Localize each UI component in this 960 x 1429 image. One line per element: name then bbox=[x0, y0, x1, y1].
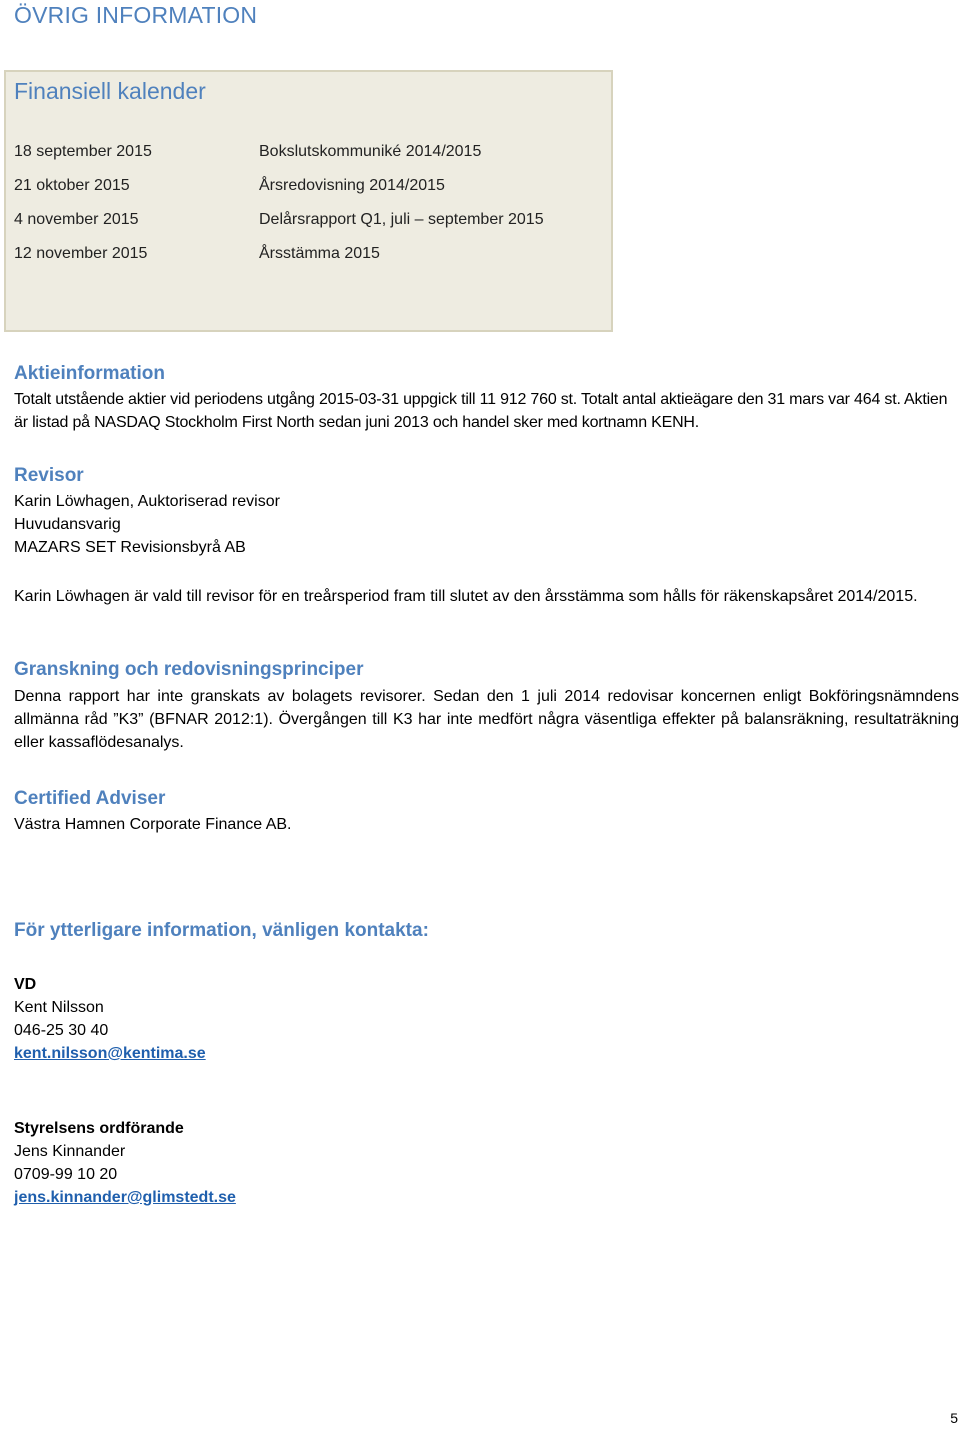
calendar-date: 12 november 2015 bbox=[14, 245, 148, 262]
page-number: 5 bbox=[950, 1410, 958, 1426]
contact-email-link[interactable]: jens.kinnander@glimstedt.se bbox=[14, 1189, 236, 1206]
contact-role: VD bbox=[14, 976, 37, 993]
revisor-name: Karin Löwhagen, Auktoriserad revisor bbox=[14, 493, 280, 510]
calendar-date: 4 november 2015 bbox=[14, 211, 139, 228]
certified-adviser-heading: Certified Adviser bbox=[14, 788, 166, 809]
certified-adviser-name: Västra Hamnen Corporate Finance AB. bbox=[14, 816, 292, 833]
contact-email-link[interactable]: kent.nilsson@kentima.se bbox=[14, 1045, 206, 1062]
revisor-text: Karin Löwhagen är vald till revisor för en treårsperiod fram till slutet av den årsstämma som hålls för räkenskapsåret 2014/2015. bbox=[14, 588, 918, 605]
financial-calendar-box bbox=[4, 70, 613, 332]
revisor-role: Huvudansvarig bbox=[14, 516, 121, 533]
contact-role: Styrelsens ordförande bbox=[14, 1120, 184, 1137]
revisor-heading: Revisor bbox=[14, 465, 84, 486]
calendar-event: Delårsrapport Q1, juli – september 2015 bbox=[259, 211, 544, 228]
calendar-date: 18 september 2015 bbox=[14, 143, 152, 160]
calendar-event: Årsstämma 2015 bbox=[259, 245, 380, 262]
contact-phone: 0709-99 10 20 bbox=[14, 1166, 118, 1183]
granskning-heading: Granskning och redovisningsprinciper bbox=[14, 659, 364, 680]
revisor-firm: MAZARS SET Revisionsbyrå AB bbox=[14, 539, 246, 556]
calendar-date: 21 oktober 2015 bbox=[14, 177, 130, 194]
page-title: ÖVRIG INFORMATION bbox=[14, 2, 258, 28]
contact-name: Kent Nilsson bbox=[14, 999, 104, 1016]
aktieinformation-heading: Aktieinformation bbox=[14, 363, 165, 384]
aktieinformation-text: Totalt utstående aktier vid periodens utgång 2015-03-31 uppgick till 11 912 760 st. Totalt antal aktieägare den 31 mars var 464 st. Aktien är listad på NASDAQ Stockholm First North sedan juni 2013 och handel sker med kortnamn KENH. bbox=[14, 391, 948, 431]
contact-name: Jens Kinnander bbox=[14, 1143, 126, 1160]
calendar-title: Finansiell kalender bbox=[14, 78, 206, 104]
calendar-event: Bokslutskommuniké 2014/2015 bbox=[259, 143, 482, 160]
contact-heading: För ytterligare information, vänligen kontakta: bbox=[14, 920, 429, 941]
granskning-text: Denna rapport har inte granskats av bolagets revisorer. Sedan den 1 juli 2014 redovisar koncernen enligt Bokföringsnämndens allmänna råd ”K3” (BFNAR 2012:1). Övergången till K3 har inte medfört några väsentliga effekter på balansräkning, resultaträkning eller kassaflödesanalys. bbox=[14, 688, 959, 751]
calendar-event: Årsredovisning 2014/2015 bbox=[259, 177, 445, 194]
contact-phone: 046-25 30 40 bbox=[14, 1022, 109, 1039]
